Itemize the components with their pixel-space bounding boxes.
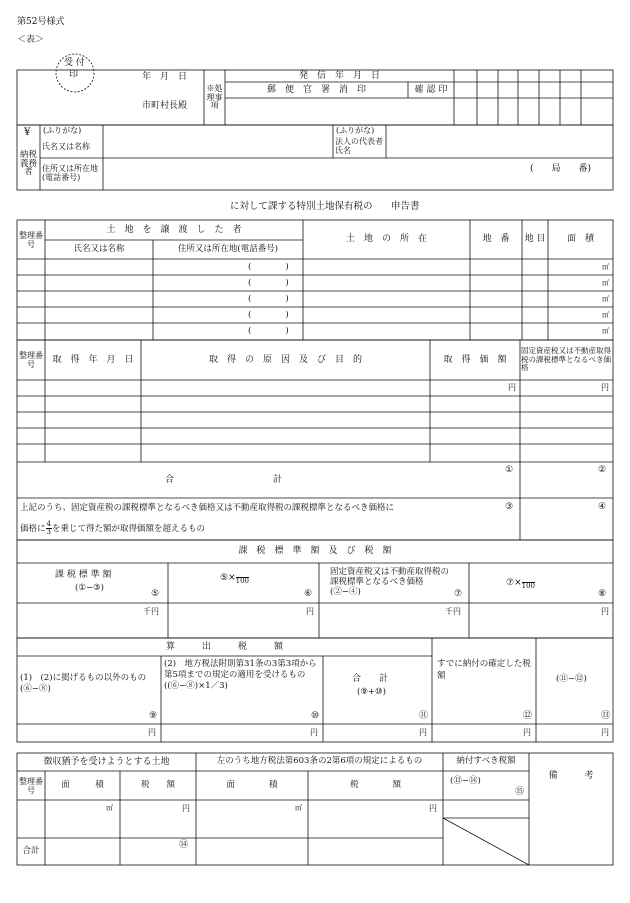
sec2-yen-kijun: 円 xyxy=(601,383,609,392)
sec3-formula-8: ⑦× 100 xyxy=(506,575,535,590)
marker-1: ① xyxy=(505,465,514,475)
stamp-label-2: 印 xyxy=(69,70,79,80)
sec5-nofu: 納付すべき税額 xyxy=(456,756,516,767)
marker-2: ② xyxy=(598,465,607,475)
header-addressee: 市町村長殿 xyxy=(142,101,188,111)
sec3-formula-6: ⑤× 100 xyxy=(220,570,249,585)
form-number: 第52号様式 xyxy=(17,17,65,27)
sec5-zeigaku: 税 額 xyxy=(140,779,175,790)
sec2-note-line2: 価格に $\frac{4}{3}$ を乗じて得た額が取得価額を超えるもの xyxy=(20,520,205,536)
sec4-c12: すでに納付の確定した税額 xyxy=(437,659,531,681)
sec5-menseki2: 面 積 xyxy=(226,779,278,790)
form-side-label: ＜表＞ xyxy=(17,35,45,45)
header-kakunin: 確 認 印 xyxy=(414,84,448,95)
sec2-total-label: 合 計 xyxy=(164,474,282,485)
sec4-yen-11: 円 xyxy=(419,728,427,737)
sec4-c11-b: (⑨+⑩) xyxy=(357,687,386,697)
sec5-menseki: 面 積 xyxy=(61,779,104,790)
sec3-senen-5: 千円 xyxy=(143,607,159,616)
sec1-chimoku-header: 地 目 xyxy=(524,234,546,245)
sec5-yen-2: 円 xyxy=(429,804,437,813)
sec2-yen-price: 円 xyxy=(508,383,516,392)
sec4-yen-13: 円 xyxy=(601,728,609,737)
header-hasshin: 発 信 年 月 日 xyxy=(298,70,380,81)
phone-bracket: ( 局 番) xyxy=(530,164,592,174)
marker-10: ⑩ xyxy=(311,711,320,721)
sec5-zeigaku2: 税 額 xyxy=(349,779,401,790)
sec5-yen-1: 円 xyxy=(182,804,190,813)
sec1-sqm-row5: ㎡ xyxy=(602,327,609,335)
marker-4: ④ xyxy=(598,502,607,512)
sec1-sqm-row2: ㎡ xyxy=(602,279,609,287)
sec4-c9: (1) (2)に掲げるもの以外のもの(⑥−⑧) xyxy=(20,673,147,695)
sec3-senen-7: 千円 xyxy=(445,607,461,616)
marker-8: ⑧ xyxy=(598,589,607,599)
sec5-c15: (⑬−⑭) xyxy=(450,776,481,786)
fraction-4-3: $\frac{4}{3}$ xyxy=(46,520,51,536)
sec3-kazei: 課 税 標 準 額 xyxy=(55,570,112,580)
sec1-paren-row2: ( ) xyxy=(248,278,289,288)
sec2-price-header: 取 得 価 額 xyxy=(443,354,507,365)
sec2-seiri: 整理番号 xyxy=(19,350,43,369)
sec5-biko: 備 考 xyxy=(548,771,594,782)
sec4-c11-a: 合 計 xyxy=(352,674,389,684)
header-yubin: 郵 便 官 署 消 印 xyxy=(266,84,366,95)
sec5-total: 合計 xyxy=(22,845,40,856)
marker-14: ⑭ xyxy=(179,840,189,850)
sec1-paren-row5: ( ) xyxy=(248,326,289,336)
sec4-yen-9: 円 xyxy=(148,728,156,737)
marker-11: ⑪ xyxy=(419,711,429,721)
sec4-c13: (⑪−⑫) xyxy=(556,674,587,684)
sec2-note-a: 上記のうち、固定資産税の課税標準となるべき価格又は不動産取得税の課税標準となるべき価格に xyxy=(20,503,395,513)
sec1-paren-row3: ( ) xyxy=(248,294,289,304)
sec5-choshu: 徴収猶予を受けようとする土地 xyxy=(43,756,170,767)
marker-12: ⑫ xyxy=(523,711,533,721)
representative-label: 法人の代表者氏名 xyxy=(335,137,383,155)
sec1-shozai-header: 土 地 の 所 在 xyxy=(345,234,427,245)
marker-13: ⑬ xyxy=(601,711,611,721)
sec4-yen-10: 円 xyxy=(310,728,318,737)
marker-6: ⑥ xyxy=(304,589,313,599)
sec1-paren-row1: ( ) xyxy=(248,262,289,272)
sec4-c10: (2) 地方税法附則第31条の3第3項から第5項までの規定の適用を受けるもの((⑥−⑧)×1／3) xyxy=(164,659,317,692)
header-shori: ※処理事項 xyxy=(206,84,223,111)
sec2-reason-header: 取 得 の 原 因 及 び 目 的 xyxy=(208,354,362,365)
sec1-addr-header: 住所又は所在地(電話番号) xyxy=(177,243,279,254)
sec1-jouto: 土 地 を 譲 渡 し た 者 xyxy=(106,224,242,235)
sec3-yen-8: 円 xyxy=(601,607,609,616)
sec1-name-header: 氏名又は名称 xyxy=(73,243,125,254)
sec3-heading: 課 税 標 準 額 及 び 税 額 xyxy=(238,546,392,557)
sec1-paren-row4: ( ) xyxy=(248,310,289,320)
sec3-kazei-sub: (①−③) xyxy=(75,583,104,593)
sec2-date-header: 取 得 年 月 日 xyxy=(52,354,134,365)
sec1-sqm-row4: ㎡ xyxy=(602,311,609,319)
sec1-menseki-header: 面 積 xyxy=(566,234,594,245)
header-date: 年 月 日 xyxy=(142,72,188,82)
marker-5: ⑤ xyxy=(151,589,160,599)
marker-7: ⑦ xyxy=(454,589,463,599)
marker-15: ⑮ xyxy=(515,787,525,797)
sec5-sqm-1: ㎡ xyxy=(106,804,113,812)
sec1-banchi-header: 地 番 xyxy=(482,234,510,245)
yen-mark: ¥ xyxy=(24,127,31,138)
sec1-sqm-row3: ㎡ xyxy=(602,295,609,303)
furigana-label-1: (ふりがな) xyxy=(43,126,82,135)
sec5-sqm-2: ㎡ xyxy=(295,804,302,812)
sec3-c7: 固定資産税又は不動産取得税の課税標準となるべき価格(②−④) xyxy=(330,567,450,597)
sec4-yen-12: 円 xyxy=(523,728,531,737)
stamp-label-1: 受 付 xyxy=(64,58,85,68)
title-prefix: に対して課する特別土地保有税の xyxy=(230,201,373,212)
sec2-kijun-header: 固定資産税又は不動産取得税の課税標準となるべき価格 xyxy=(521,346,611,373)
marker-3: ③ xyxy=(505,502,514,512)
taxpayer-group-label: 納税義務者 xyxy=(19,149,37,178)
sec5-hidari: 左のうち地方税法第603条の2第6項の規定によるもの xyxy=(216,756,423,767)
taxpayer-name-label: 氏名又は名称 xyxy=(42,141,90,151)
taxpayer-address-label: 住所又は所在地(電話番号) xyxy=(42,164,98,182)
sec3-yen-6: 円 xyxy=(306,607,314,616)
title-suffix: 申告書 xyxy=(391,201,420,212)
marker-9: ⑨ xyxy=(149,711,158,721)
sec4-santei: 算 出 税 額 xyxy=(165,641,283,652)
furigana-label-2: (ふりがな) xyxy=(336,126,375,135)
sec1-sqm-row1: ㎡ xyxy=(602,263,609,271)
sec5-seiri: 整理番号 xyxy=(19,776,43,795)
sec1-seiri: 整理番号 xyxy=(19,230,43,249)
